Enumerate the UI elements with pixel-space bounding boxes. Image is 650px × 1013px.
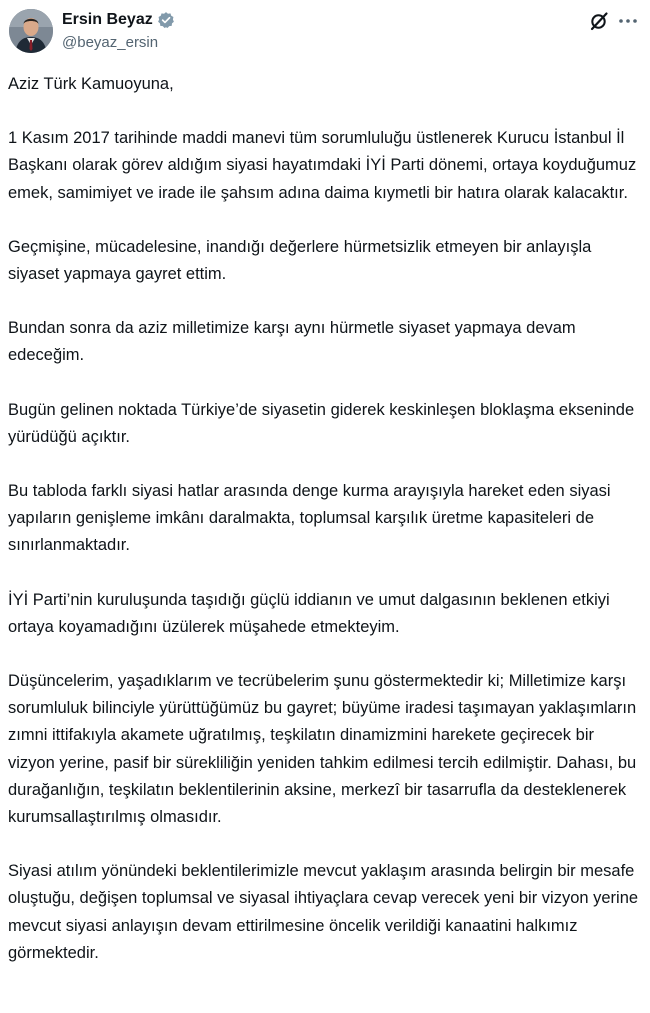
post-paragraph: Düşüncelerim, yaşadıklarım ve tecrübelerim şunu göstermektedir ki; Milletimize karşı sorumluluk bilinciyle yürüttüğümüz bu gayret; büyüme iradesi taşımayan yaklaşımların zımni ittifakıyla akamete uğratılmış, teşkilatın dinamizmini harekete geçirecek bir vizyon yerine, pasif bir sürekliliğin yeniden tahkim edilmesi tercih edilmiştir. Dahası, bu durağanlığın, teşkilatın beklentilerinin aksine, merkezî bir tasarrufla da desteklenerek kurumsallaştırılmış olmasıdır. (8, 672, 637, 827)
more-horizontal-icon[interactable] (618, 13, 638, 29)
handle[interactable]: @beyaz_ersin (62, 34, 159, 51)
post-paragraph: İYİ Parti’nin kuruluşunda taşıdığı güçlü iddianın ve umut dalgasının beklenen etkiyi ortaya koyamadığını üzülerek müşahede etmekteyim. (8, 590, 610, 636)
verified-badge-icon (157, 11, 175, 29)
grok-slash-icon[interactable] (589, 11, 609, 31)
author-info[interactable] (62, 9, 175, 51)
post-paragraph: Bugün gelinen noktada Türkiye’de siyasetin giderek keskinleşen bloklaşma ekseninde yürüdüğü açıktır. (8, 400, 635, 446)
post-paragraph: Bundan sonra da aziz milletimize karşı aynı hürmetle siyaset yapmaya devam edeceğim. (8, 319, 576, 365)
post-paragraph: Geçmişine, mücadelesine, inandığı değerlere hürmetsizlik etmeyen bir anlayışla siyaset yapmaya gayret ettim. (8, 237, 592, 284)
post-paragraph: Siyasi atılım yönündeki beklentilerimizle mevcut yaklaşım arasında belirgin bir mesafe oluştuğu, değişen toplumsal ve siyasal ihtiyaçlara cevap verecek yeni bir vizyon yerine mevcut siyasi anlayışın devam ettirilmesine öncelik verildiği kanaatini halkımız görmektedir. (8, 862, 639, 962)
post-paragraph: Aziz Türk Kamuoyuna, (8, 75, 174, 93)
avatar-portrait-icon (9, 9, 53, 53)
post-paragraph: 1 Kasım 2017 tarihinde maddi manevi tüm sorumluluğu üstlenerek Kurucu İstanbul İl Başkanı olarak görev aldığım siyasi hayatımdaki İYİ Parti dönemi, ortaya koyduğumuz emek, samimiyet ve irade ile şahsım adına daima kıymetli bir hatıra olarak kalacaktır. (8, 129, 637, 202)
avatar[interactable] (9, 9, 53, 53)
post-text (8, 71, 642, 994)
display-name[interactable]: Ersin Beyaz (62, 11, 153, 28)
post-paragraph: Bu tabloda farklı siyasi hatlar arasında denge kurma arayışıyla hareket eden siyasi yapıların genişleme imkânı daralmakta, toplumsal karşılık üretme kapasiteleri de sınırlanmaktadır. (8, 482, 611, 555)
post-header (0, 0, 650, 62)
